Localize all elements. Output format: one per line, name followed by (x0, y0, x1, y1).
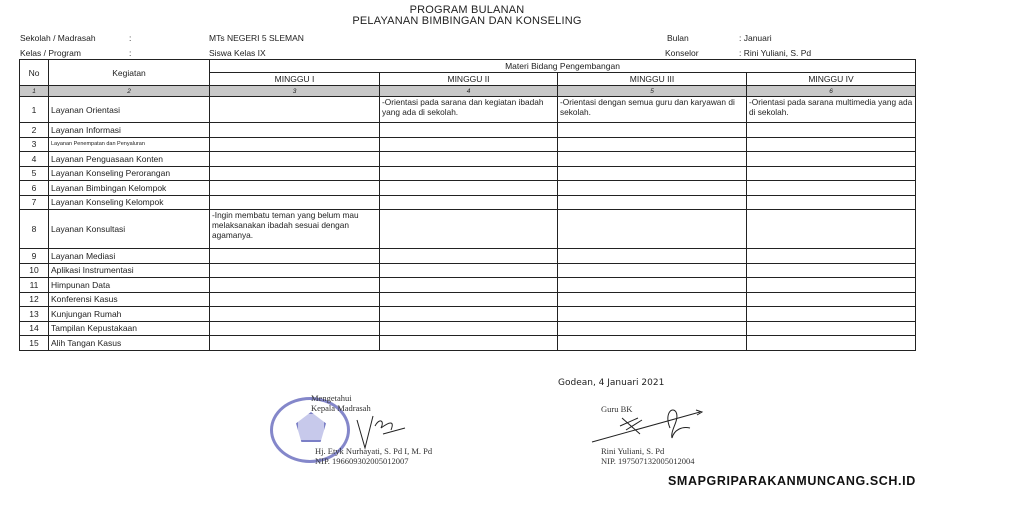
row-number: 11 (20, 278, 49, 293)
activity-cell: Konferensi Kasus (49, 292, 210, 307)
week-1-cell (210, 263, 380, 278)
activity-cell: Aplikasi Instrumentasi (49, 263, 210, 278)
counselor-label: Konselor (665, 48, 699, 58)
week-3-cell (558, 195, 747, 210)
program-table (19, 59, 916, 351)
week-4-cell (747, 181, 916, 196)
week-4-cell (747, 137, 916, 152)
class-label: Kelas / Program (20, 48, 81, 58)
principal-nip: NIP. 196609302005012007 (315, 456, 409, 466)
week-1-cell (210, 97, 380, 123)
week-4-cell (747, 321, 916, 336)
principal-label: Kepala Madrasah (311, 403, 371, 413)
week-2-cell (380, 181, 558, 196)
website-watermark: SMAPGRIPARAKANMUNCANG.SCH.ID (668, 474, 916, 488)
row-number: 5 (20, 166, 49, 181)
week-2-cell (380, 292, 558, 307)
counselor-name: Rini Yuliani, S. Pd (601, 446, 665, 456)
activity-cell: Layanan Penguasaan Konten (49, 152, 210, 167)
table-row (20, 195, 916, 210)
school-value: MTs NEGERI 5 SLEMAN (209, 33, 304, 43)
week-4-cell (747, 336, 916, 351)
table-row (20, 307, 916, 322)
week-4-cell (747, 123, 916, 138)
table-row (20, 123, 916, 138)
row-number: 12 (20, 292, 49, 307)
table-row (20, 181, 916, 196)
place-date: Godean, 4 Januari 2021 (558, 378, 665, 388)
week-4-cell (747, 278, 916, 293)
table-row (20, 152, 916, 167)
week-2-cell (380, 336, 558, 351)
week-2-cell (380, 249, 558, 264)
counselor-value: : Rini Yuliani, S. Pd (739, 48, 812, 58)
week-3-cell (558, 123, 747, 138)
row-number: 13 (20, 307, 49, 322)
week-3-cell (558, 307, 747, 322)
week-4-cell (747, 152, 916, 167)
activity-cell: Himpunan Data (49, 278, 210, 293)
row-number: 3 (20, 137, 49, 152)
week-1-cell (210, 278, 380, 293)
activity-cell: Layanan Orientasi (49, 97, 210, 123)
class-colon: : (129, 48, 132, 58)
school-label: Sekolah / Madrasah (20, 33, 96, 43)
activity-cell: Alih Tangan Kasus (49, 336, 210, 351)
header-week-2: MINGGU II (380, 73, 558, 86)
index-cell: 6 (747, 86, 916, 97)
table-row (20, 166, 916, 181)
week-3-cell (558, 166, 747, 181)
header-week-3: MINGGU III (558, 73, 747, 86)
row-number: 4 (20, 152, 49, 167)
week-1-cell (210, 137, 380, 152)
week-1-cell: -Ingin membatu teman yang belum mau melaksanakan ibadah sesuai dengan agamanya. (210, 210, 380, 249)
week-2-cell (380, 307, 558, 322)
document-title: PROGRAM BULANAN (409, 4, 525, 16)
counselor-nip: NIP. 197507132005012004 (601, 456, 695, 466)
week-1-cell (210, 249, 380, 264)
table-row (20, 292, 916, 307)
week-4-cell (747, 249, 916, 264)
week-3-cell (558, 292, 747, 307)
row-number: 10 (20, 263, 49, 278)
acknowledged-label: Mengetahui (311, 393, 352, 403)
week-1-cell (210, 181, 380, 196)
table-row (20, 97, 916, 123)
week-3-cell (558, 249, 747, 264)
class-value: Siswa Kelas IX (209, 48, 266, 58)
week-2-cell (380, 123, 558, 138)
week-1-cell (210, 321, 380, 336)
month-value: : Januari (739, 33, 772, 43)
month-label: Bulan (667, 33, 689, 43)
week-4-cell: -Orientasi pada sarana multimedia yang ada di sekolah. (747, 97, 916, 123)
week-1-cell (210, 166, 380, 181)
header-activity: Kegiatan (49, 60, 210, 86)
week-3-cell: -Orientasi dengan semua guru dan karyawan di sekolah. (558, 97, 747, 123)
week-4-cell (747, 307, 916, 322)
week-2-cell (380, 152, 558, 167)
activity-cell: Layanan Konseling Perorangan (49, 166, 210, 181)
week-1-cell (210, 123, 380, 138)
row-number: 14 (20, 321, 49, 336)
week-3-cell (558, 336, 747, 351)
week-2-cell (380, 210, 558, 249)
table-row (20, 137, 916, 152)
activity-cell: Layanan Bimbingan Kelompok (49, 181, 210, 196)
week-3-cell (558, 210, 747, 249)
week-2-cell (380, 321, 558, 336)
header-week-1: MINGGU I (210, 73, 380, 86)
counselor-role-label: Guru BK (601, 404, 633, 414)
week-4-cell (747, 195, 916, 210)
week-1-cell (210, 195, 380, 210)
week-4-cell (747, 263, 916, 278)
activity-cell: Layanan Mediasi (49, 249, 210, 264)
index-cell: 3 (210, 86, 380, 97)
row-number: 15 (20, 336, 49, 351)
week-2-cell (380, 137, 558, 152)
week-3-cell (558, 321, 747, 336)
week-1-cell (210, 336, 380, 351)
week-1-cell (210, 292, 380, 307)
table-row (20, 263, 916, 278)
activity-cell: Kunjungan Rumah (49, 307, 210, 322)
document-subtitle: PELAYANAN BIMBINGAN DAN KONSELING (352, 15, 582, 27)
header-no: No (20, 60, 49, 86)
week-1-cell (210, 152, 380, 167)
row-number: 6 (20, 181, 49, 196)
week-2-cell (380, 263, 558, 278)
table-row (20, 210, 916, 249)
counselor-signature-icon (590, 400, 705, 445)
table-row (20, 321, 916, 336)
header-material-group: Materi Bidang Pengembangan (210, 60, 916, 73)
week-3-cell (558, 152, 747, 167)
school-colon: : (129, 33, 132, 43)
row-number: 9 (20, 249, 49, 264)
column-index-row (20, 86, 916, 97)
week-2-cell (380, 166, 558, 181)
index-cell: 1 (20, 86, 49, 97)
index-cell: 5 (558, 86, 747, 97)
week-1-cell (210, 307, 380, 322)
activity-cell: Tampilan Kepustakaan (49, 321, 210, 336)
activity-cell: Layanan Konseling Kelompok (49, 195, 210, 210)
principal-name: Hj. Etyk Nurhayati, S. Pd I, M. Pd (315, 446, 433, 456)
week-3-cell (558, 181, 747, 196)
week-2-cell (380, 195, 558, 210)
week-4-cell (747, 292, 916, 307)
table-row (20, 278, 916, 293)
row-number: 7 (20, 195, 49, 210)
activity-cell: Layanan Penempatan dan Penyaluran (49, 137, 210, 152)
week-2-cell: -Orientasi pada sarana dan kegiatan ibadah yang ada di sekolah. (380, 97, 558, 123)
week-2-cell (380, 278, 558, 293)
week-3-cell (558, 137, 747, 152)
week-3-cell (558, 278, 747, 293)
table-row (20, 336, 916, 351)
week-4-cell (747, 210, 916, 249)
activity-cell: Layanan Konsultasi (49, 210, 210, 249)
row-number: 1 (20, 97, 49, 123)
header-week-4: MINGGU IV (747, 73, 916, 86)
week-3-cell (558, 263, 747, 278)
table-row (20, 249, 916, 264)
activity-cell: Layanan Informasi (49, 123, 210, 138)
row-number: 2 (20, 123, 49, 138)
index-cell: 4 (380, 86, 558, 97)
week-4-cell (747, 166, 916, 181)
row-number: 8 (20, 210, 49, 249)
index-cell: 2 (49, 86, 210, 97)
